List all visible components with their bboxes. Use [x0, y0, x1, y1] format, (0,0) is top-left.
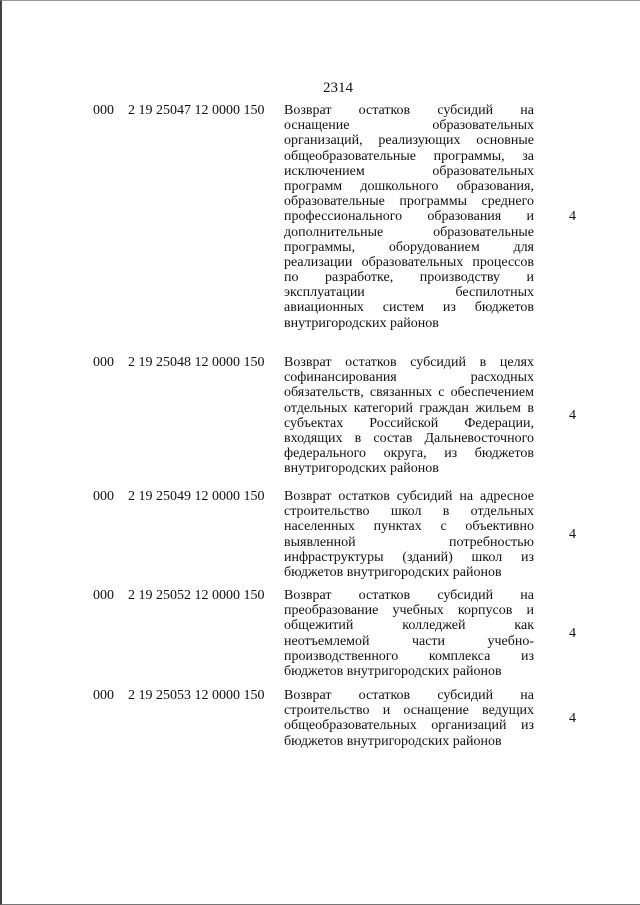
description-line: реализации образовательных процессов: [284, 254, 534, 270]
admin-code: 000: [93, 489, 114, 504]
description: [284, 103, 534, 331]
description-line: населенных пунктах с объективно: [284, 519, 534, 535]
admin-code: 000: [93, 103, 114, 118]
admin-code: 000: [93, 355, 114, 370]
description-line: входящих в состав Дальневосточного: [284, 430, 534, 446]
description-line: общеобразовательных организаций из: [284, 718, 534, 734]
description-line: преобразование учебных корпусов и: [284, 603, 534, 619]
description-line: дополнительные образовательные: [284, 224, 534, 240]
description-line: эксплуатации беспилотных: [284, 285, 534, 301]
column-4-value: 4: [569, 209, 576, 225]
description-line: субъектах Российской Федерации,: [284, 415, 534, 431]
description-line: инфраструктуры (зданий) школ из: [284, 549, 534, 565]
column-4-value: 4: [569, 408, 576, 424]
admin-code: 000: [93, 688, 114, 703]
description-line: софинансирования расходных: [284, 370, 534, 386]
description-line: общежитий колледжей как: [284, 618, 534, 634]
description-line: Возврат остатков субсидий на: [284, 688, 534, 703]
admin-code: 000: [93, 588, 114, 603]
description-line: строительство и оснащение ведущих: [284, 703, 534, 719]
description-line: бюджетов внутригородских районов: [284, 733, 502, 749]
description-line: бюджетов внутригородских районов: [284, 663, 502, 679]
description-line: профессионального образования и: [284, 209, 534, 225]
description: [284, 588, 534, 679]
description-line: отдельных категорий граждан жильем в: [284, 400, 534, 416]
description-line: внутригородских районов: [284, 461, 439, 477]
description-line: неотъемлемой части учебно-: [284, 633, 534, 649]
description-line: оснащение образовательных: [284, 118, 534, 134]
description-line: по разработке, производству и: [284, 270, 534, 286]
description-line: программы, оборудованием для: [284, 239, 534, 255]
budget-code: 2 19 25049 12 0000 150: [128, 489, 265, 504]
description-line: обязательств, связанных с обеспечением: [284, 385, 534, 401]
description-line: федерального округа, из бюджетов: [284, 446, 534, 462]
description-line: организаций, реализующих основные: [284, 133, 534, 149]
description-line: Возврат остатков субсидий на адресное: [284, 489, 534, 504]
description-line: Возврат остатков субсидий на: [284, 103, 534, 118]
column-4-value: 4: [569, 527, 576, 542]
budget-code: 2 19 25053 12 0000 150: [128, 688, 265, 703]
description-line: бюджетов внутригородских районов: [284, 564, 502, 580]
description-line: авиационных систем из бюджетов: [284, 300, 534, 316]
description-line: программ дошкольного образования,: [284, 178, 534, 194]
description-line: выявленной потребностью: [284, 534, 534, 550]
description: [284, 489, 534, 580]
description-line: образовательные программы среднего: [284, 194, 534, 210]
budget-code: 2 19 25048 12 0000 150: [128, 355, 265, 370]
page-number: 2314: [323, 80, 353, 96]
description-line: общеобразовательные программы, за: [284, 148, 534, 164]
budget-code: 2 19 25047 12 0000 150: [128, 103, 265, 118]
description: [284, 355, 534, 477]
column-4-value: 4: [569, 626, 576, 641]
budget-code: 2 19 25052 12 0000 150: [128, 588, 265, 603]
description-line: производственного комплекса из: [284, 648, 534, 664]
description-line: Возврат остатков субсидий в целях: [284, 355, 534, 370]
description-line: исключением образовательных: [284, 163, 534, 179]
description: [284, 688, 534, 749]
description-line: строительство школ в отдельных: [284, 504, 534, 520]
description-line: Возврат остатков субсидий на: [284, 588, 534, 603]
description-line: внутригородских районов: [284, 315, 439, 331]
column-4-value: 4: [569, 710, 576, 726]
